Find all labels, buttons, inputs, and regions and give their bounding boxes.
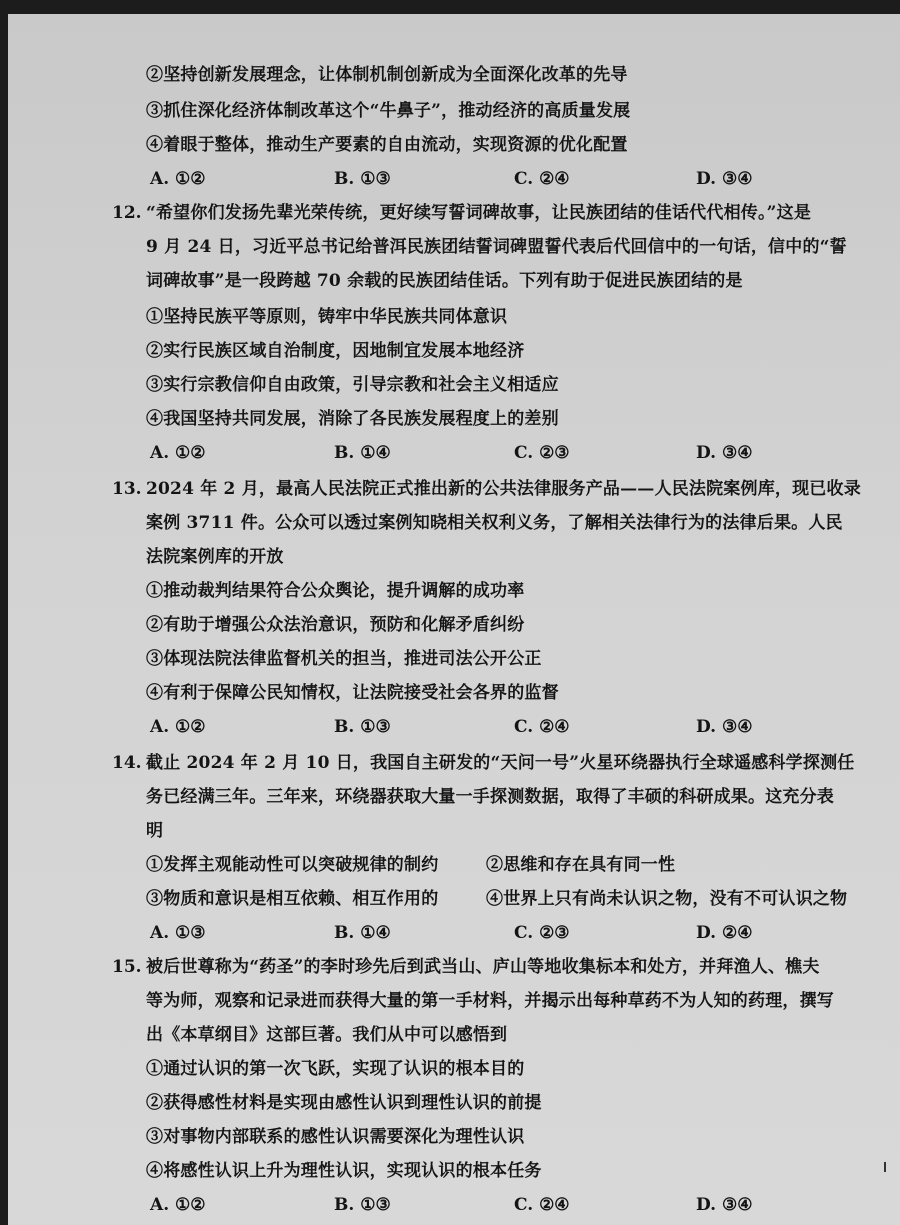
q14-option-a[interactable]: A. ①③	[150, 923, 206, 943]
q14-item-2: ②思维和存在具有同一性	[486, 855, 676, 875]
q13-number: 13.	[112, 479, 142, 499]
q15-item-4: ④将感性认识上升为理性认识，实现认识的根本任务	[146, 1161, 542, 1181]
q13-stem-line-3: 法院案例库的开放	[146, 547, 284, 567]
q14-stem-line-1: 截止 2024 年 2 月 10 日，我国自主研发的“天问一号”火星环绕器执行全球遥感科学探测任	[146, 753, 855, 773]
q15-stem-line-2: 等为师，观察和记录进而获得大量的第一手材料，并揭示出每种草药不为人知的药理，撰写	[146, 991, 834, 1011]
q12-option-a[interactable]: A. ①②	[150, 443, 206, 463]
q12-item-2: ②实行民族区域自治制度，因地制宜发展本地经济	[146, 341, 525, 361]
q13-option-c[interactable]: C. ②④	[514, 717, 570, 737]
q11-option-a[interactable]: A. ①②	[150, 169, 206, 189]
q12-option-b[interactable]: B. ①④	[334, 443, 391, 463]
q13-item-3: ③体现法院法律监督机关的担当，推进司法公开公正	[146, 649, 542, 669]
q14-item-3: ③物质和意识是相互依赖、相互作用的	[146, 889, 439, 909]
q15-option-d[interactable]: D. ③④	[696, 1195, 753, 1215]
q13-option-d[interactable]: D. ③④	[696, 717, 753, 737]
q15-number: 15.	[112, 957, 142, 977]
q12-option-c[interactable]: C. ②③	[514, 443, 570, 463]
q12-stem-line-1: “希望你们发扬先辈光荣传统，更好续写誓词碑故事，让民族团结的佳话代代相传。”这是	[146, 203, 812, 223]
q12-item-4: ④我国坚持共同发展，消除了各民族发展程度上的差别	[146, 409, 559, 429]
q11-item-4: ④着眼于整体，推动生产要素的自由流动，实现资源的优化配置	[146, 135, 628, 155]
q15-item-1: ①通过认识的第一次飞跃，实现了认识的根本目的	[146, 1059, 525, 1079]
q11-option-b[interactable]: B. ①③	[334, 169, 391, 189]
q12-stem-line-2: 9 月 24 日，习近平总书记给普洱民族团结誓词碑盟誓代表后代回信中的一句话，信中的“誓	[146, 237, 847, 257]
q13-stem-line-2: 案例 3711 件。公众可以透过案例知晓相关权利义务，了解相关法律行为的法律后果。人民	[146, 513, 843, 533]
q13-item-4: ④有利于保障公民知情权，让法院接受社会各界的监督	[146, 683, 559, 703]
q12-item-1: ①坚持民族平等原则，铸牢中华民族共同体意识	[146, 307, 508, 327]
q13-item-2: ②有助于增强公众法治意识，预防和化解矛盾纠纷	[146, 615, 525, 635]
q14-option-b[interactable]: B. ①④	[334, 923, 391, 943]
q13-item-1: ①推动裁判结果符合公众舆论，提升调解的成功率	[146, 581, 525, 601]
q14-number: 14.	[112, 753, 142, 773]
q12-item-3: ③实行宗教信仰自由政策，引导宗教和社会主义相适应	[146, 375, 559, 395]
q15-option-b[interactable]: B. ①③	[334, 1195, 391, 1215]
margin-mark	[884, 1162, 886, 1172]
q15-stem-line-1: 被后世尊称为“药圣”的李时珍先后到武当山、庐山等地收集标本和处方，并拜渔人、樵夫	[146, 957, 820, 977]
q15-option-c[interactable]: C. ②④	[514, 1195, 570, 1215]
q12-stem-line-3: 词碑故事”是一段跨越 70 余载的民族团结佳话。下列有助于促进民族团结的是	[146, 271, 743, 291]
q12-number: 12.	[112, 203, 142, 223]
q13-option-b[interactable]: B. ①③	[334, 717, 391, 737]
q15-item-3: ③对事物内部联系的感性认识需要深化为理性认识	[146, 1127, 525, 1147]
q14-item-1: ①发挥主观能动性可以突破规律的制约	[146, 855, 439, 875]
q15-stem-line-3: 出《本草纲目》这部巨著。我们从中可以感悟到	[146, 1025, 508, 1045]
q11-option-d[interactable]: D. ③④	[696, 169, 753, 189]
q12-option-d[interactable]: D. ③④	[696, 443, 753, 463]
q11-item-2: ②坚持创新发展理念，让体制机制创新成为全面深化改革的先导	[146, 65, 628, 85]
q11-item-3: ③抓住深化经济体制改革这个“牛鼻子”，推动经济的高质量发展	[146, 101, 631, 121]
q15-item-2: ②获得感性材料是实现由感性认识到理性认识的前提	[146, 1093, 542, 1113]
exam-page	[8, 14, 900, 1225]
q14-option-c[interactable]: C. ②③	[514, 923, 570, 943]
q14-item-4: ④世界上只有尚未认识之物，没有不可认识之物	[486, 889, 848, 909]
q15-option-a[interactable]: A. ①②	[150, 1195, 206, 1215]
q14-stem-line-2: 务已经满三年。三年来，环绕器获取大量一手探测数据，取得了丰硕的科研成果。这充分表	[146, 787, 834, 807]
q13-option-a[interactable]: A. ①②	[150, 717, 206, 737]
q14-option-d[interactable]: D. ②④	[696, 923, 753, 943]
q14-stem-line-3: 明	[146, 821, 164, 841]
q13-stem-line-1: 2024 年 2 月，最高人民法院正式推出新的公共法律服务产品——人民法院案例库，现已收录	[146, 479, 861, 499]
q11-option-c[interactable]: C. ②④	[514, 169, 570, 189]
